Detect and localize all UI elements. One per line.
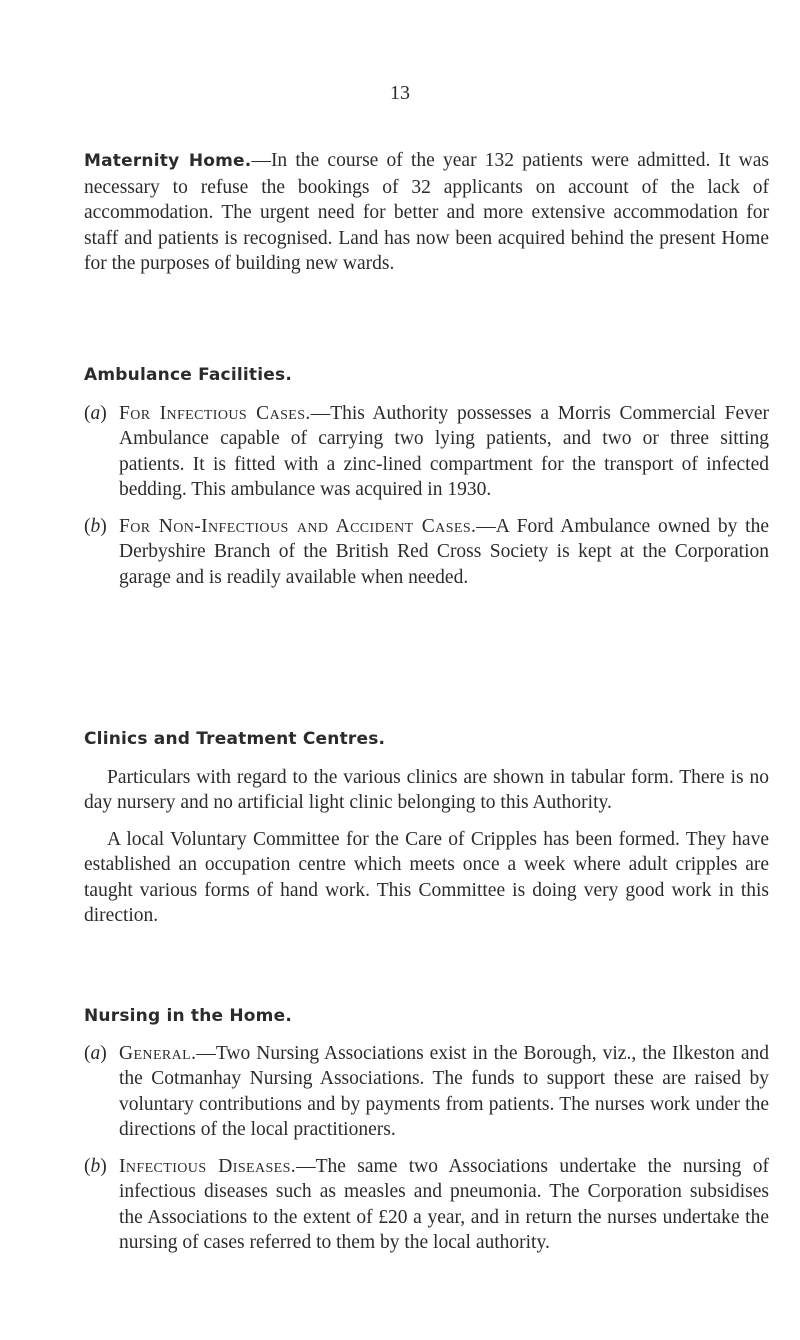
nursing-item-b [84, 1154, 769, 1256]
ambulance-heading: Ambulance Facilities. [84, 365, 292, 385]
nursing-item-b-label: (b) [84, 1155, 107, 1177]
maternity-heading: Maternity Home. [84, 151, 252, 171]
nursing-item-b-title: Infectious Diseases. [119, 1155, 297, 1177]
ambulance-item-a-title: For Infectious Cases. [119, 402, 311, 424]
nursing-item-a [84, 1041, 769, 1143]
item-label-letter: b [90, 515, 101, 537]
clinics-paragraph-2: A local Voluntary Committee for the Care of Cripples has been formed. They have established an occupation centre which meets once a week where adult cripples are taught various forms of hand work. This Committee is doing very good work in this direction. [84, 828, 769, 926]
ambulance-item-b [84, 514, 769, 591]
ambulance-item-a [84, 401, 769, 503]
nursing-item-a-title: General. [119, 1042, 197, 1064]
item-label-letter: a [90, 1042, 101, 1064]
maternity-paragraph [84, 148, 769, 277]
nursing-heading: Nursing in the Home. [84, 1006, 292, 1026]
nursing-item-a-text: —Two Nursing Associations exist in the Borough, viz., the Ilkeston and the Cotmanhay Nursing Associations. The funds to support these are raised by voluntary contributions and by payments from patients. The nurses work under the directions of the local practitioners. [119, 1042, 769, 1140]
ambulance-item-b-text: —A Ford Ambulance owned by the Derbyshire Branch of the British Red Cross Society is kept at the Corporation garage and is readily available when needed. [119, 515, 769, 588]
ambulance-item-b-label: (b) [84, 515, 107, 537]
maternity-section [84, 148, 769, 277]
page-number: 13 [390, 82, 410, 104]
clinics-paragraph-1: Particulars with regard to the various clinics are shown in tabular form. There is no day nursery and no artificial light clinic belonging to this Authority. [84, 766, 769, 813]
clinics-section [84, 727, 769, 929]
item-label-letter: a [90, 402, 101, 424]
ambulance-item-a-text: —This Authority possesses a Morris Commercial Fever Ambulance capable of carrying two lying patients, and two or three sitting patients. It is fitted with a zinc-lined compartment for the transport of infected bedding. This ambulance was acquired in 1930. [119, 402, 769, 500]
nursing-section [84, 1004, 769, 1256]
clinics-heading: Clinics and Treatment Centres. [84, 729, 386, 749]
item-label-letter: b [90, 1155, 101, 1177]
ambulance-item-b-title: For Non-Infectious and Accident Cases. [119, 515, 477, 537]
ambulance-section [84, 363, 769, 590]
nursing-item-b-text: —The same two Associations undertake the nursing of infectious diseases such as measles and pneumonia. The Corporation subsidises the Associations to the extent of £20 a year, and in return the nurses undertake the nursing of cases referred to them by the local authority. [119, 1155, 769, 1253]
nursing-item-a-label: (a) [84, 1042, 107, 1064]
maternity-text: —In the course of the year 132 patients were admitted. It was necessary to refuse the bookings of 32 applicants on account of the lack of accommodation. The urgent need for better and more extensive accommodation for staff and patients is recognised. Land has now been acquired behind the present Home for the purposes of building new wards. [84, 150, 769, 274]
ambulance-item-a-label: (a) [84, 402, 107, 424]
